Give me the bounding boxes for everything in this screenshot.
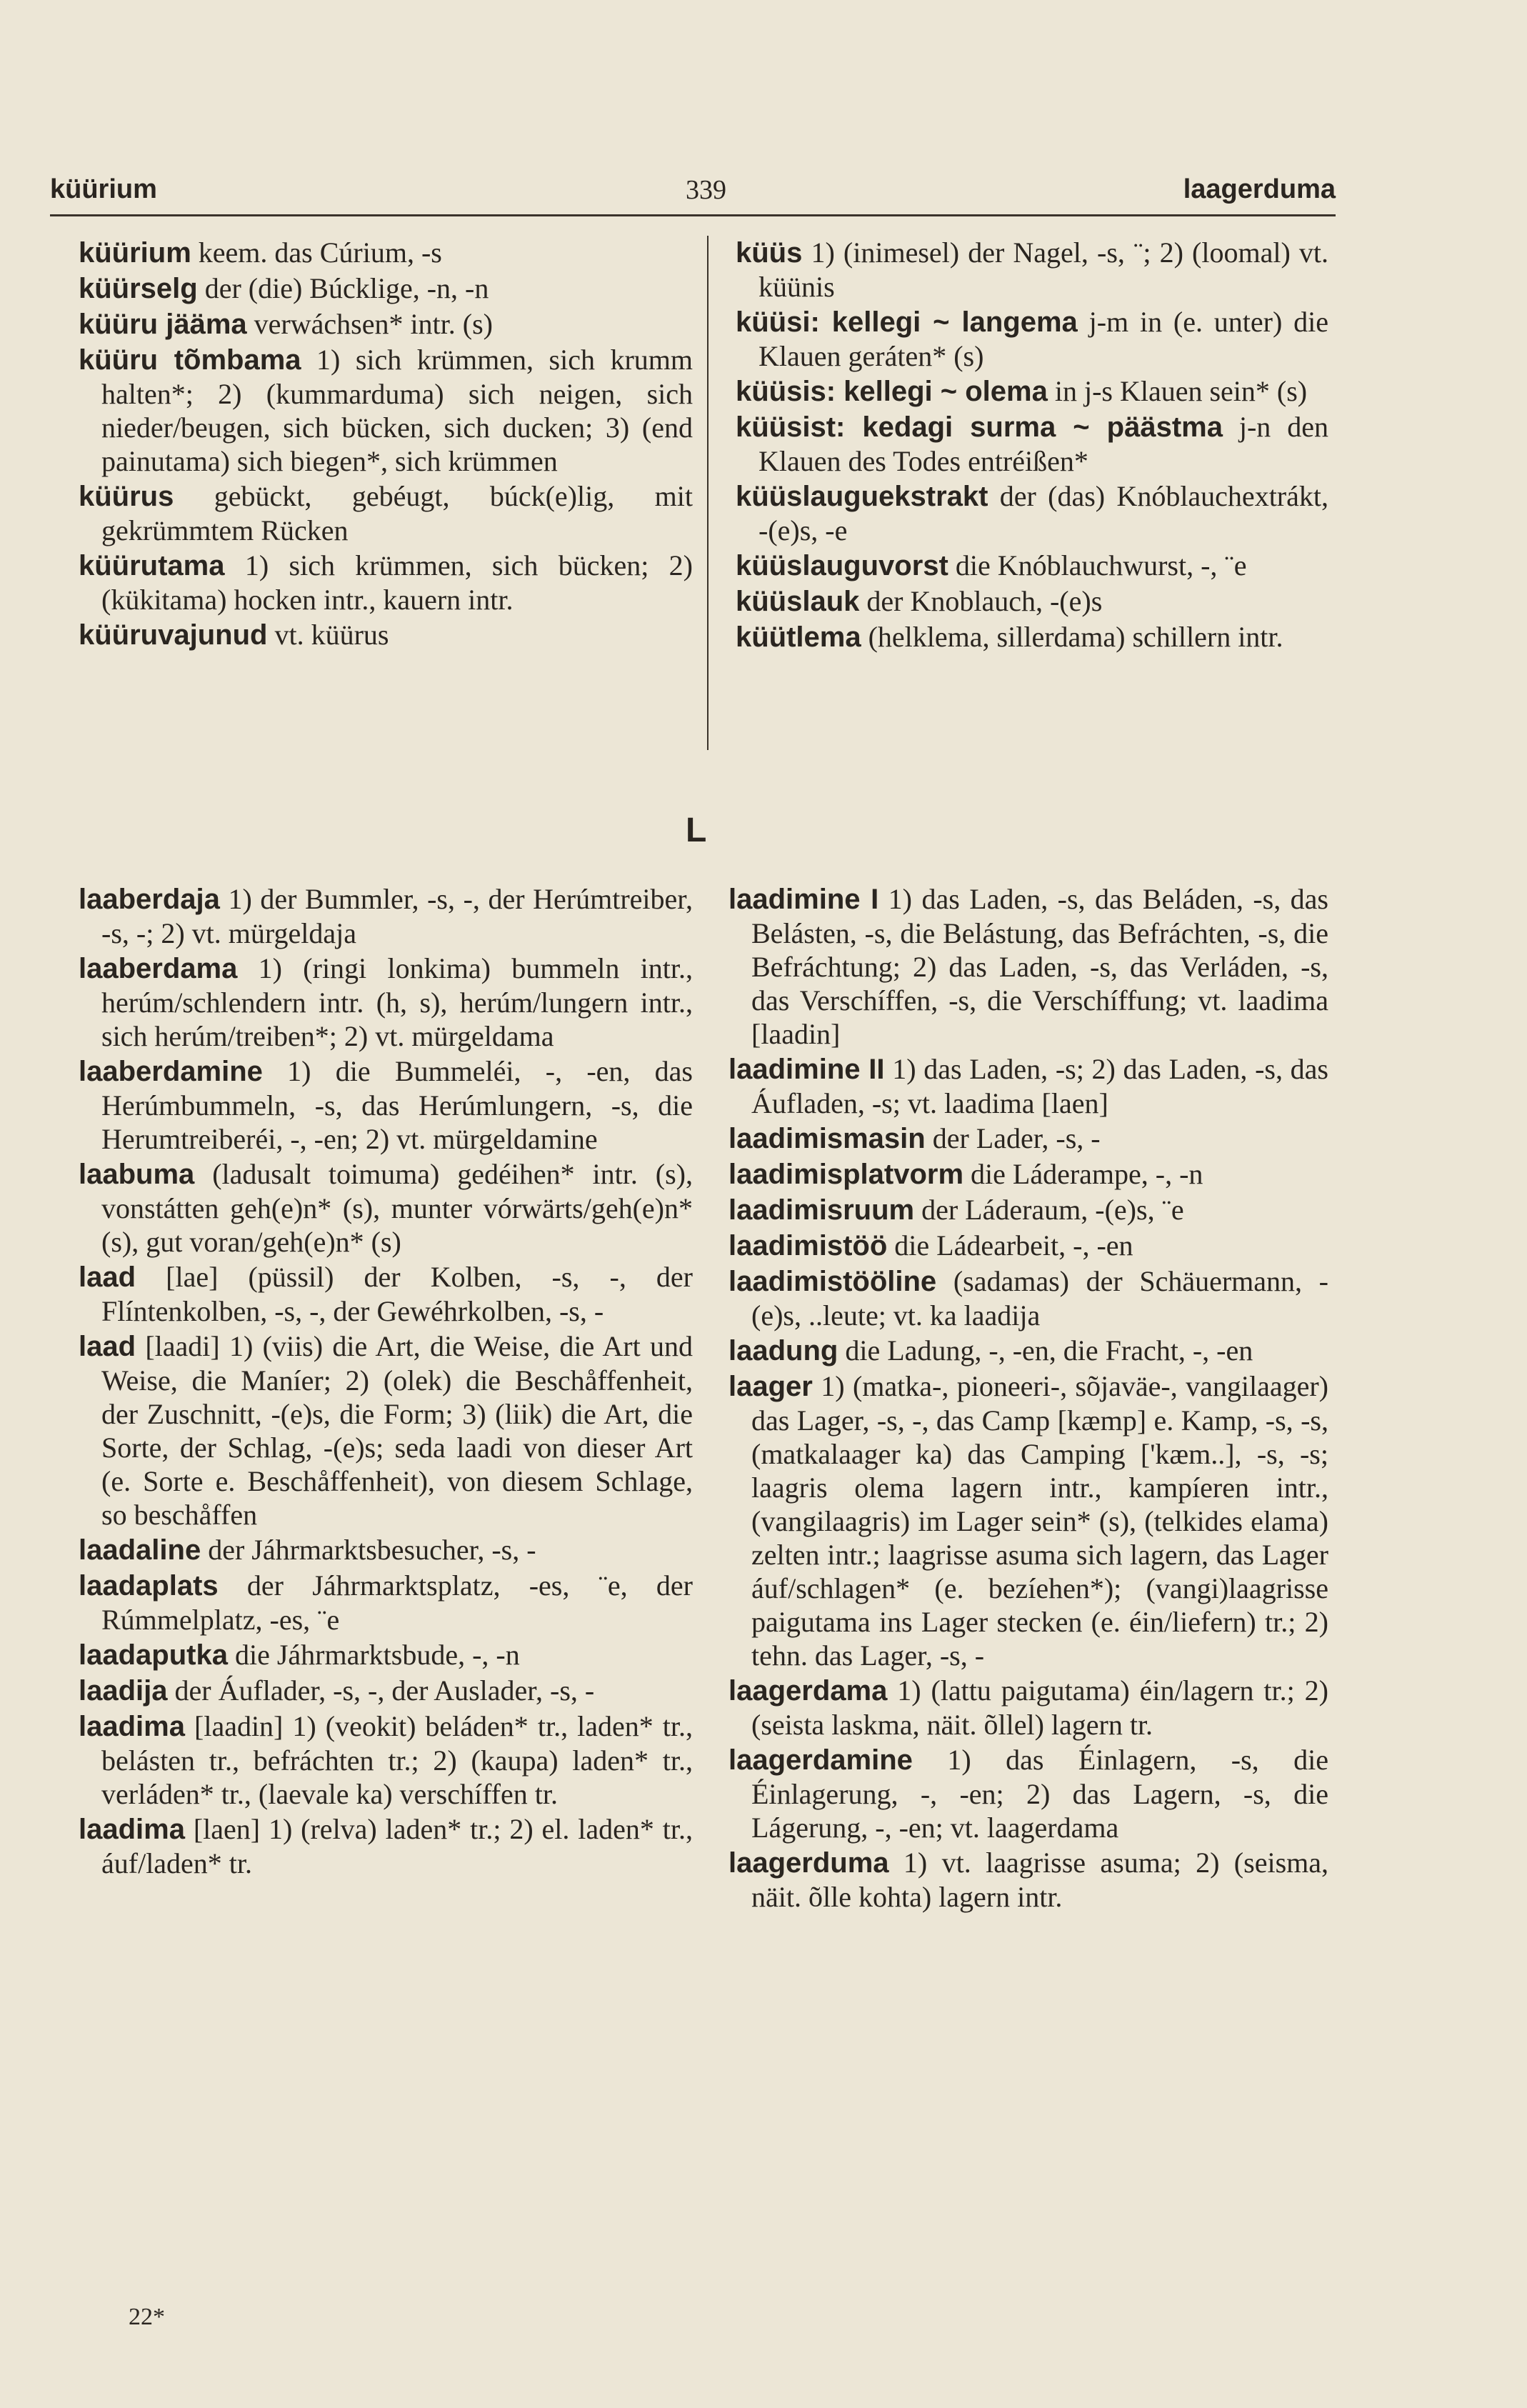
dictionary-entry — [729, 1193, 1328, 1227]
entry-headword: laadimistöö — [729, 1230, 888, 1262]
dictionary-entry — [736, 479, 1328, 547]
entry-definition: j-n den Klauen des Todes entréißen* — [759, 411, 1328, 477]
entry-headword: laadung — [729, 1335, 838, 1367]
dictionary-entry — [79, 1709, 693, 1811]
entry-definition: j-m in (e. unter) die Klauen geráten* (s) — [759, 306, 1328, 372]
dictionary-entry — [736, 410, 1328, 478]
entry-headword: laad — [79, 1331, 136, 1362]
entry-definition: keem. das Cúrium, -s — [191, 236, 442, 269]
entry-headword: laadima — [79, 1711, 185, 1742]
dictionary-entry — [729, 882, 1328, 1051]
entry-headword: küürselg — [79, 273, 198, 304]
entry-headword: küürutama — [79, 550, 225, 581]
entry-headword: laaberdamine — [79, 1056, 263, 1087]
entry-definition: 1) sich krümmen, sich krumm halten*; 2) (kummarduma) sich neigen, sich nieder/beugen, sich bücken, sich ducken; 3) (end painutama) sich biegen*, sich krümmen — [101, 344, 693, 477]
dictionary-entry — [79, 1329, 693, 1532]
entry-definition: 1) (matka-, pioneeri-, sõjaväe-, vangilaager) das Lager, -s, -, das Camp [kæmp] e. Kamp, -s, -s, (matkalaager ka) das Camping ['kæm..], -s, -s; laagris olema lagern intr., kampíeren intr., (vangilaagris) im Lager sein* (s), (telkides elama) zelten intr.; laagrisse asuma sich lagern, das Lager áuf/schlagen* (e. bezíehen*); (vangi)laagrisse paigutama ins Lager stecken (e. éin/liefern) tr.; 2) tehn. das Lager, -s, - — [751, 1370, 1328, 1672]
column-top-right — [736, 236, 1328, 656]
dictionary-entry — [736, 620, 1328, 654]
entry-headword: laadima — [79, 1814, 185, 1845]
entry-definition: der Lader, -s, - — [925, 1122, 1101, 1154]
header-guide-word-left: küürium — [50, 174, 157, 204]
signature-mark: 22* — [129, 2304, 165, 2330]
entry-definition: (ladusalt toimuma) gedéihen* intr. (s), vonstátten geh(e)n* (s), munter vórwärts/geh(e)n* (s), gut voran/geh(e)n* (s) — [101, 1158, 693, 1258]
entry-headword: laadimisruum — [729, 1194, 915, 1226]
entry-headword: laadimistööline — [729, 1266, 937, 1297]
dictionary-entry — [729, 1052, 1328, 1120]
entry-headword: küürium — [79, 237, 191, 269]
entry-definition: der (die) Búcklige, -n, -n — [197, 272, 489, 304]
entry-definition: 1) (lattu paigutama) éin/lagern tr.; 2) (seista laskma, näit. õllel) lagern tr. — [751, 1674, 1328, 1741]
entry-definition: verwáchsen* intr. (s) — [246, 308, 493, 340]
entry-definition: 1) (inimesel) der Nagel, -s, ¨; 2) (loomal) vt. küünis — [759, 236, 1328, 303]
entry-headword: laagerduma — [729, 1847, 889, 1879]
column-bottom-left — [79, 882, 693, 1882]
entry-headword: küüslauk — [736, 586, 860, 617]
dictionary-entry — [729, 1229, 1328, 1263]
dictionary-entry — [79, 1674, 693, 1708]
dictionary-entry — [736, 549, 1328, 583]
entry-definition: 1) sich krümmen, sich bücken; 2) (kükitama) hocken intr., kauern intr. — [101, 549, 693, 616]
entry-definition: die Knóblauchwurst, -, ¨e — [948, 549, 1247, 581]
entry-definition: die Ládearbeit, -, -en — [887, 1229, 1133, 1262]
dictionary-entry — [736, 584, 1328, 619]
entry-headword: laadaline — [79, 1534, 201, 1566]
entry-definition: [lae] (püssil) der Kolben, -s, -, der Flíntenkolben, -s, -, der Gewéhrkolben, -s, - — [101, 1261, 693, 1327]
dictionary-entry — [729, 1334, 1328, 1368]
entry-headword: laadimine II — [729, 1054, 885, 1085]
dictionary-entry — [729, 1121, 1328, 1156]
entry-headword: laadaputka — [79, 1639, 228, 1671]
entry-definition: 1) die Bummeléi, -, -en, das Herúmbummeln, -s, das Herúmlungern, -s, die Herumtreiberéi, -, -en; 2) vt. mürgeldamine — [101, 1055, 693, 1155]
entry-headword: küüs — [736, 237, 803, 269]
entry-definition: die Ladung, -, -en, die Fracht, -, -en — [838, 1334, 1253, 1367]
entry-definition: 1) das Éinlagern, -s, die Éinlagerung, -, -en; 2) das Lagern, -s, die Lágerung, -, -en; vt. laagerdama — [751, 1744, 1328, 1844]
entry-headword: küüsist: kedagi surma ~ päästma — [736, 411, 1223, 443]
entry-headword: küüru tõmbama — [79, 344, 301, 376]
header-guide-word-right: laagerduma — [1183, 174, 1336, 204]
entry-headword: küüslauguekstrakt — [736, 481, 988, 512]
dictionary-entry — [79, 479, 693, 547]
dictionary-entry — [729, 1674, 1328, 1742]
entry-headword: küüruvajunud — [79, 619, 268, 651]
dictionary-entry — [736, 236, 1328, 304]
dictionary-entry — [79, 882, 693, 950]
entry-definition: der Knoblauch, -(e)s — [859, 585, 1103, 617]
entry-definition: der Jáhrmarktsplatz, -es, ¨e, der Rúmmelplatz, -es, ¨e — [101, 1569, 693, 1636]
entry-definition: 1) das Laden, -s, das Beláden, -s, das Belásten, -s, die Belástung, das Befráchten, -s, die Befráchtung; 2) das Laden, -s, das Verláden, -s, das Verschíffen, -s, die Verschíffung; vt. laadima [laadin] — [751, 883, 1328, 1050]
dictionary-entry — [79, 1054, 693, 1156]
entry-definition: die Jáhrmarktsbude, -, -n — [227, 1639, 520, 1671]
entry-definition: vt. küürus — [267, 619, 389, 651]
entry-headword: laaberdama — [79, 953, 238, 984]
dictionary-entry — [79, 343, 693, 478]
dictionary-entry — [79, 1533, 693, 1567]
dictionary-entry — [79, 951, 693, 1053]
entry-headword: laadaplats — [79, 1570, 219, 1602]
entry-definition: die Láderampe, -, -n — [963, 1158, 1203, 1190]
entry-headword: laager — [729, 1371, 813, 1402]
dictionary-entry — [79, 236, 693, 270]
entry-headword: laadimisplatvorm — [729, 1159, 964, 1190]
entry-definition: gebückt, gebéugt, búck(e)lig, mit gekrümmtem Rücken — [101, 480, 693, 546]
entry-headword: küüslauguvorst — [736, 550, 948, 581]
dictionary-entry — [79, 1812, 693, 1880]
entry-definition: 1) das Laden, -s; 2) das Laden, -s, das Áufladen, -s; vt. laadima [laen] — [751, 1053, 1328, 1119]
entry-definition: der Jáhrmarktsbesucher, -s, - — [201, 1534, 536, 1566]
dictionary-entry — [79, 271, 693, 306]
entry-definition: der Láderaum, -(e)s, ¨e — [914, 1194, 1184, 1226]
dictionary-entry — [79, 549, 693, 616]
dictionary-entry — [79, 1260, 693, 1328]
entry-headword: laagerdama — [729, 1675, 888, 1707]
entry-headword: laad — [79, 1262, 136, 1293]
dictionary-entry — [79, 1157, 693, 1259]
dictionary-entry — [729, 1264, 1328, 1332]
dictionary-entry — [736, 374, 1328, 409]
entry-definition: [laadi] 1) (viis) die Art, die Weise, die Art und Weise, die Maníer; 2) (olek) die Beschåffenheit, der Zuschnitt, -(e)s, die Form; 3) (liik) die Art, die Sorte, der Schlag, -(e)s; seda laadi von dieser Art (e. Sorte e. Beschåffenheit), von diesem Schlage, so beschåffen — [101, 1330, 693, 1531]
section-letter: L — [686, 811, 707, 849]
entry-definition: der (das) Knóblauchextrákt, -(e)s, -e — [759, 480, 1328, 546]
entry-headword: laadimismasin — [729, 1123, 926, 1154]
dictionary-entry — [79, 1569, 693, 1637]
entry-definition: [laen] 1) (relva) laden* tr.; 2) el. laden* tr., áuf/laden* tr. — [101, 1813, 693, 1879]
entry-definition: in j-s Klauen sein* (s) — [1047, 375, 1308, 407]
entry-definition: [laadin] 1) (veokit) beláden* tr., laden* tr., belásten tr., befráchten tr.; 2) (kaupa) laden* tr., verláden* tr., (laevale ka) verschíffen tr. — [101, 1710, 693, 1810]
entry-definition: (helklema, sillerdama) schillern intr. — [861, 621, 1283, 653]
dictionary-entry — [79, 1638, 693, 1672]
page-number: 339 — [686, 175, 726, 205]
entry-definition: (sadamas) der Schäuermann, -(e)s, ..leute; vt. ka laadija — [751, 1265, 1328, 1332]
dictionary-entry — [729, 1369, 1328, 1672]
entry-headword: laaberdaja — [79, 884, 220, 915]
dictionary-entry — [79, 307, 693, 341]
dictionary-entry — [736, 305, 1328, 373]
column-bottom-right — [729, 882, 1328, 1915]
entry-headword: küütlema — [736, 621, 861, 653]
dictionary-entry — [729, 1157, 1328, 1191]
column-divider — [707, 236, 709, 750]
entry-definition: 1) vt. laagrisse asuma; 2) (seisma, näit. õlle kohta) lagern intr. — [751, 1847, 1328, 1913]
entry-definition: 1) (ringi lonkima) bummeln intr., herúm/schlendern intr. (h, s), herúm/lungern intr., sich herúm/treiben*; 2) vt. mürgeldama — [101, 952, 693, 1052]
entry-headword: küüsi: kellegi ~ langema — [736, 306, 1078, 338]
entry-definition: der Áuflader, -s, -, der Auslader, -s, - — [167, 1674, 595, 1707]
dictionary-entry — [729, 1846, 1328, 1914]
entry-headword: küüru jääma — [79, 309, 247, 340]
entry-headword: laabuma — [79, 1159, 195, 1190]
entry-definition: 1) der Bummler, -s, -, der Herúmtreiber, -s, -; 2) vt. mürgeldaja — [101, 883, 693, 949]
entry-headword: laadimine I — [729, 884, 879, 915]
entry-headword: küüsis: kellegi ~ olema — [736, 376, 1048, 407]
entry-headword: laadija — [79, 1675, 168, 1707]
dictionary-entry — [79, 618, 693, 652]
page-header — [50, 171, 1336, 216]
entry-headword: laagerdamine — [729, 1744, 913, 1776]
entry-headword: küürus — [79, 481, 174, 512]
dictionary-entry — [729, 1743, 1328, 1844]
column-top-left — [79, 236, 693, 654]
